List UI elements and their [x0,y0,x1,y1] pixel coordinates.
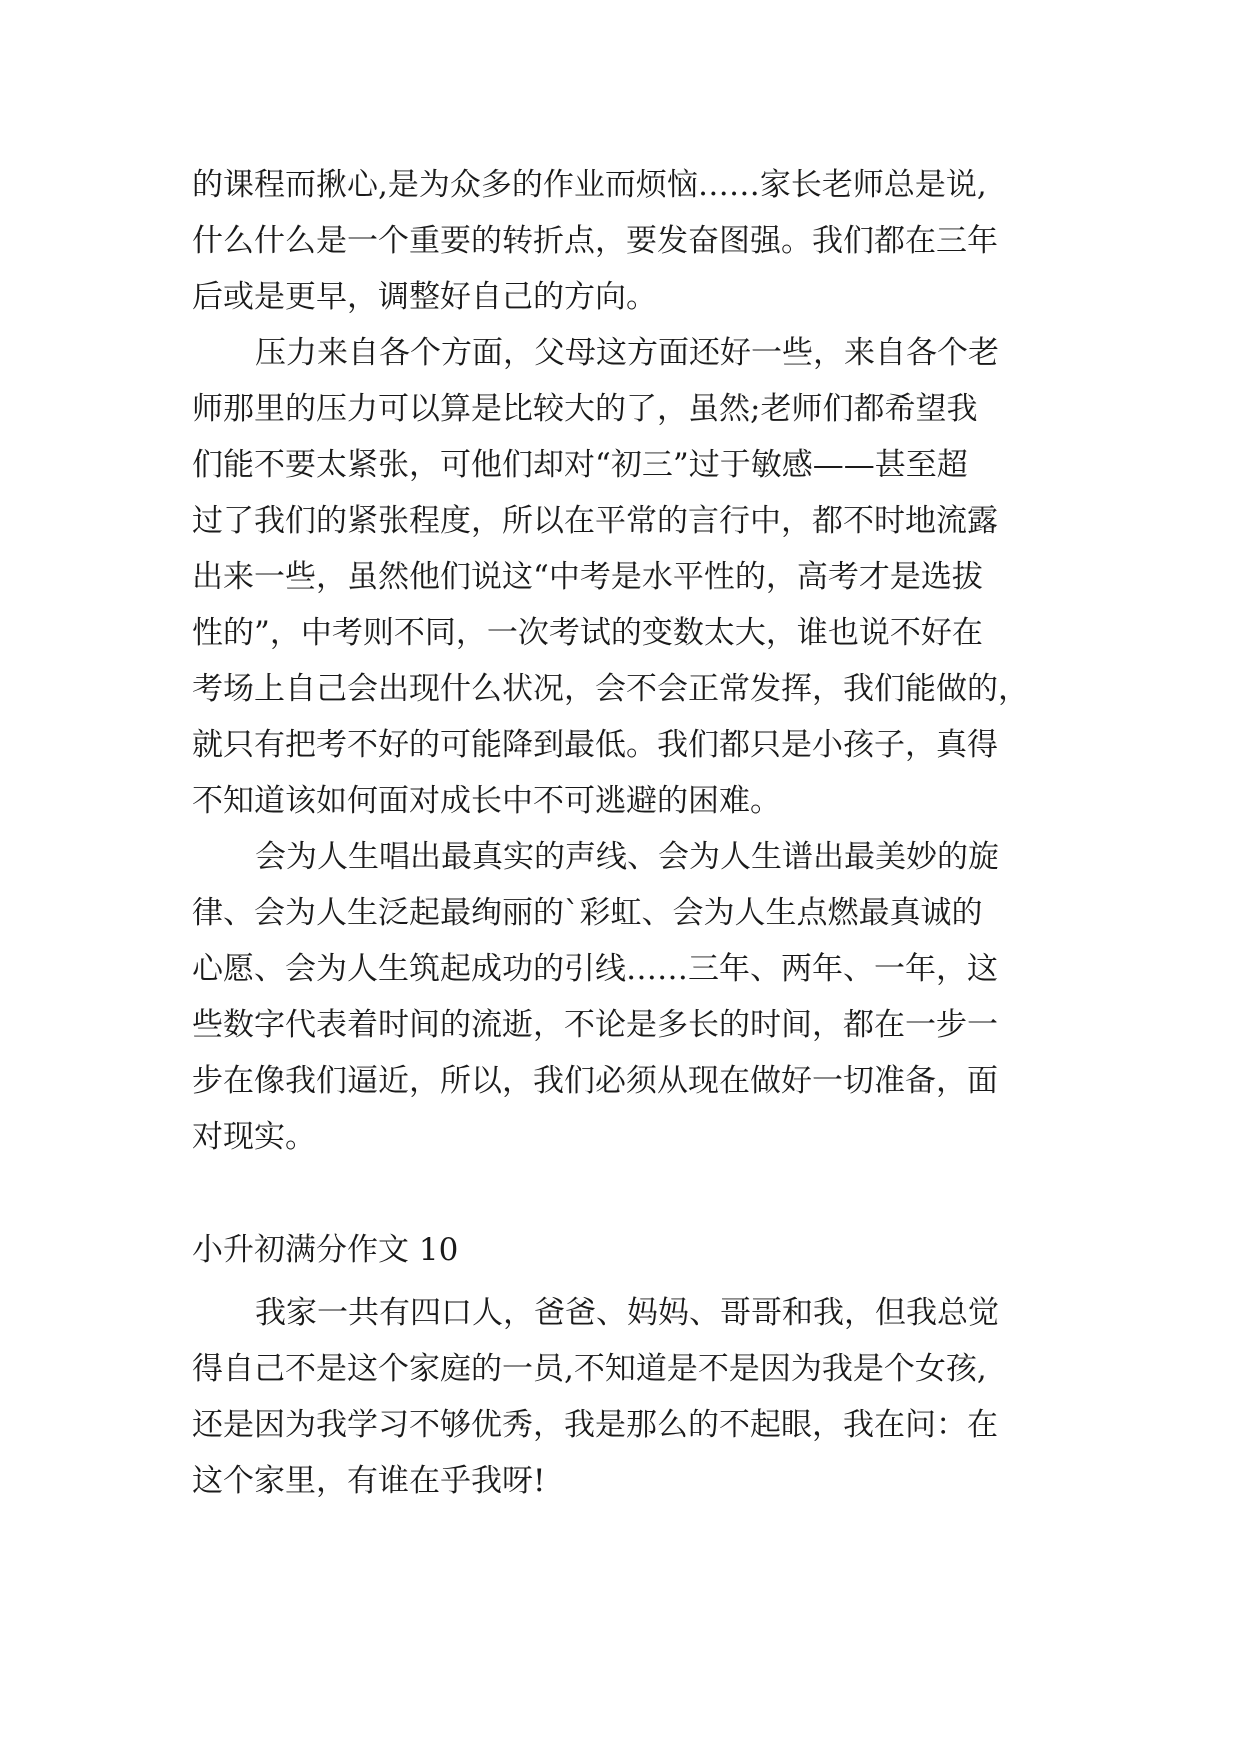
text-line: 律、会为人生泛起最绚丽的`彩虹、会为人生点燃最真诚的 [192,895,983,931]
text-line: 师那里的压力可以算是比较大的了，虽然;老师们都希望我 [192,391,978,427]
text-line: 得自己不是这个家庭的一员,不知道是不是因为我是个女孩, [192,1351,987,1387]
text-line: 后或是更早，调整好自己的方向。 [192,279,657,315]
text-line: 还是因为我学习不够优秀，我是那么的不起眼，我在问：在 [192,1407,998,1443]
text-line: 过了我们的紧张程度，所以在平常的言行中，都不时地流露 [192,503,998,539]
text-line: 心愿、会为人生筑起成功的引线……三年、两年、一年，这 [192,951,998,987]
text-line: 就只有把考不好的可能降到最低。我们都只是小孩子，真得 [192,727,998,763]
text-line: 考场上自己会出现什么状况，会不会正常发挥，我们能做的， [192,671,1029,707]
section-title: 小升初满分作文 10 [192,1232,459,1268]
text-line: 们能不要太紧张，可他们却对“初三”过于敏感——甚至超 [192,447,968,483]
text-line: 这个家里，有谁在乎我呀! [192,1463,546,1499]
text-line: 的课程而揪心,是为众多的作业而烦恼……家长老师总是说, [192,167,987,203]
text-line: 对现实。 [192,1119,316,1155]
text-line: 步在像我们逼近，所以，我们必须从现在做好一切准备，面 [192,1063,998,1099]
text-line: 不知道该如何面对成长中不可逃避的困难。 [192,783,781,819]
text-line: 性的”，中考则不同，一次考试的变数太大，谁也说不好在 [192,615,983,651]
text-line: 什么什么是一个重要的转折点，要发奋图强。我们都在三年 [192,223,998,259]
text-line: 会为人生唱出最真实的声线、会为人生谱出最美妙的旋 [255,839,999,875]
text-line: 出来一些，虽然他们说这“中考是水平性的，高考才是选拔 [192,559,983,595]
text-line: 我家一共有四口人，爸爸、妈妈、哥哥和我，但我总觉 [255,1295,999,1331]
text-line: 压力来自各个方面，父母这方面还好一些，来自各个老 [255,335,999,371]
text-line: 些数字代表着时间的流逝，不论是多长的时间，都在一步一 [192,1007,998,1043]
